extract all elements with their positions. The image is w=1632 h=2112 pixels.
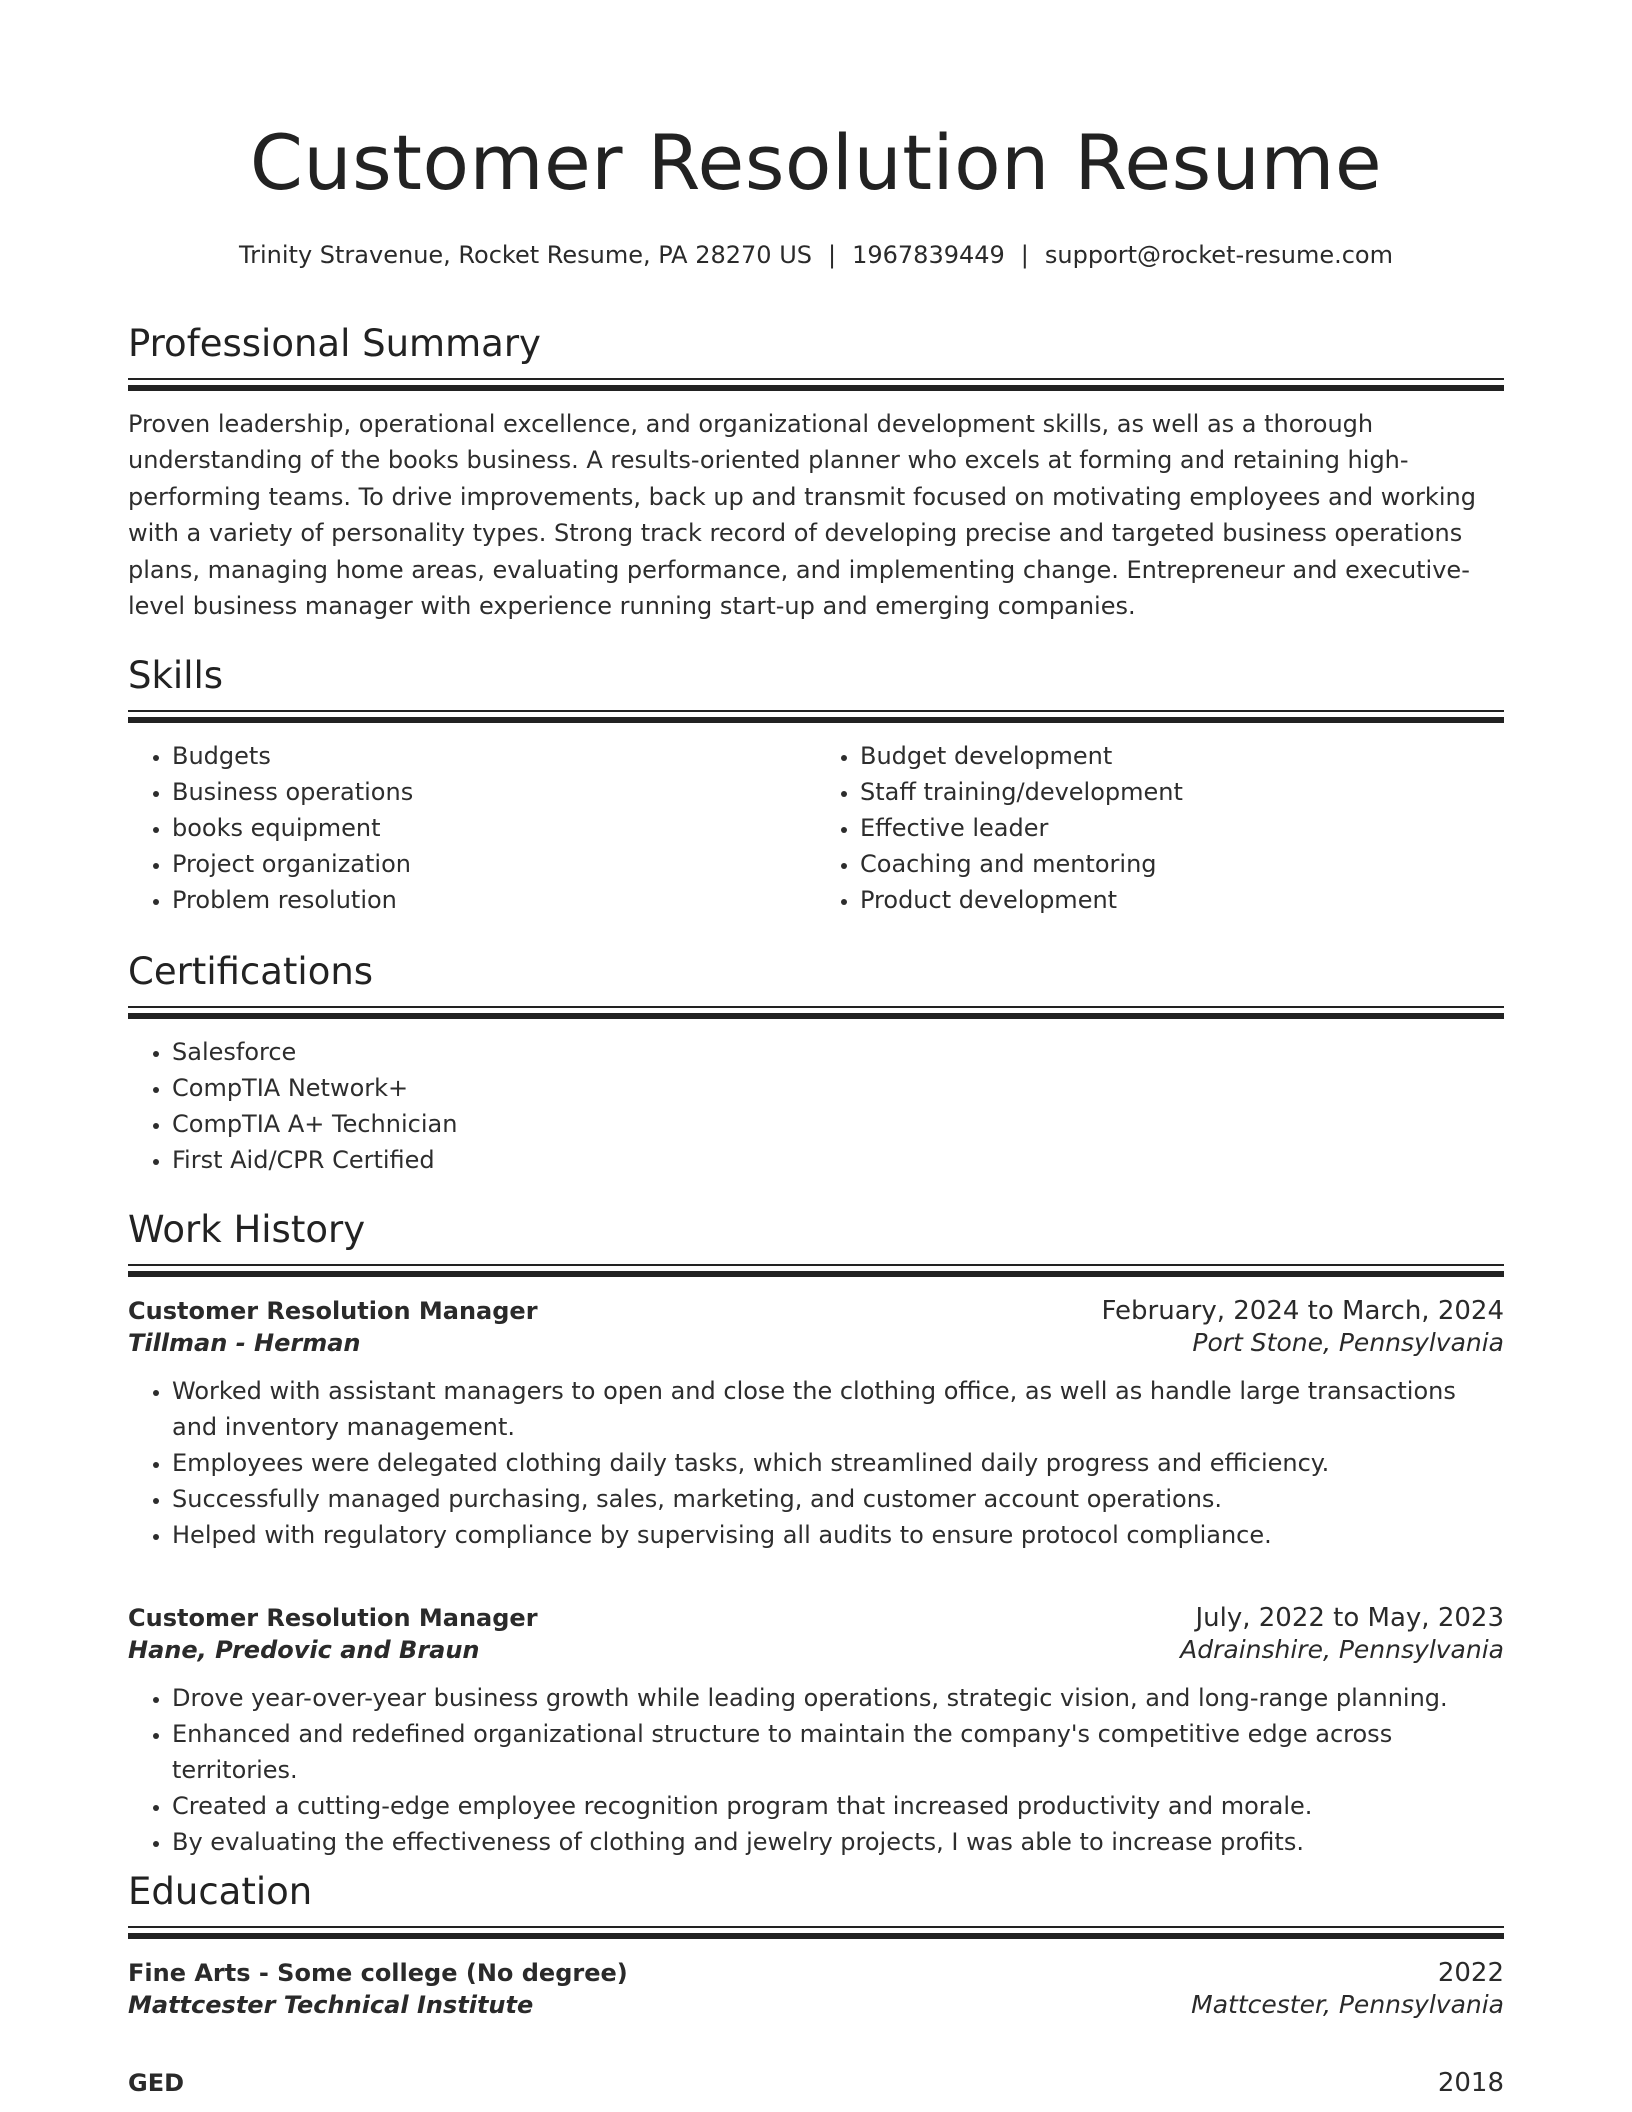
summary-section xyxy=(128,320,1504,368)
job-entry xyxy=(128,1296,1504,1553)
skill-item: • Coaching and mentoring xyxy=(860,846,1504,882)
job-bullet: • Successfully managed purchasing, sales, marketing, and customer account operations. xyxy=(172,1481,1504,1517)
section-rule xyxy=(128,378,1504,380)
skills-columns xyxy=(128,738,1504,918)
education-year: 2022 xyxy=(1437,1958,1504,1988)
certifications-list xyxy=(128,1034,1504,1178)
job-bullets xyxy=(128,1373,1504,1553)
job-title: Customer Resolution Manager xyxy=(128,1604,538,1632)
education-degree: Fine Arts - Some college (No degree) xyxy=(128,1959,628,1987)
skill-item: • Problem resolution xyxy=(172,882,816,918)
education-degree: GED xyxy=(128,2069,185,2097)
education-section xyxy=(128,1868,1504,1916)
summary-text: Proven leadership, operational excellence, and organizational development skills, as well as a thorough understanding of the books business. A results-oriented planner who excels at forming and retaining high-performing teams. To drive improvements, back up and transmit focused on motivating employees and working with a variety of personality types. Strong track record of developing precise and targeted business operations plans, managing home areas, evaluating performance, and implementing change. Entrepreneur and executive-level business manager with experience running start-up and emerging companies. xyxy=(128,410,1476,621)
job-company-row xyxy=(128,1328,1504,1357)
education-header-row xyxy=(128,1958,1504,1988)
education-school: Mattcester Technical Institute xyxy=(128,1991,534,2019)
skill-item: • Project organization xyxy=(172,846,816,882)
skill-item: • Budget development xyxy=(860,738,1504,774)
job-title: Customer Resolution Manager xyxy=(128,1297,538,1325)
section-rule-thick xyxy=(128,1933,1504,1939)
education-heading: Education xyxy=(128,1870,313,1913)
skills-list-right xyxy=(816,738,1504,918)
skills-heading: Skills xyxy=(128,654,224,697)
education-location: Mattcester, Pennsylvania xyxy=(1191,1990,1504,2019)
certification-item: • CompTIA A+ Technician xyxy=(172,1106,1504,1142)
section-rule xyxy=(128,1926,1504,1928)
job-dates: February, 2024 to March, 2024 xyxy=(1101,1296,1504,1326)
certifications-body xyxy=(128,1034,1504,1178)
job-bullet: • Helped with regulatory compliance by supervising all audits to ensure protocol compliance. xyxy=(172,1517,1504,1553)
section-rule-thick xyxy=(128,717,1504,723)
contact-line xyxy=(128,241,1504,269)
education-entry xyxy=(128,1958,1504,2019)
job-bullet: • Created a cutting-edge employee recognition program that increased productivity and morale. xyxy=(172,1788,1504,1824)
job-bullets xyxy=(128,1680,1504,1860)
skill-item: • Product development xyxy=(860,882,1504,918)
section-rule-thick xyxy=(128,1013,1504,1019)
job-header-row xyxy=(128,1603,1504,1633)
section-rule xyxy=(128,1264,1504,1266)
summary-heading: Professional Summary xyxy=(128,322,541,365)
job-company: Tillman - Herman xyxy=(128,1329,361,1357)
section-rule-thick xyxy=(128,1271,1504,1277)
certifications-heading: Certifications xyxy=(128,950,374,993)
job-bullet: • Employees were delegated clothing daily tasks, which streamlined daily progress and efficiency. xyxy=(172,1445,1504,1481)
resume-title: Customer Resolution Resume xyxy=(249,118,1383,207)
skill-item: • Business operations xyxy=(172,774,816,810)
job-location: Port Stone, Pennsylvania xyxy=(1192,1328,1504,1357)
job-bullet: • Worked with assistant managers to open and close the clothing office, as well as handle large transactions and inventory management. xyxy=(172,1373,1504,1445)
section-rule-thick xyxy=(128,385,1504,391)
work-section xyxy=(128,1206,1504,1254)
section-rule xyxy=(128,710,1504,712)
contact-address: Trinity Stravenue, Rocket Resume, PA 28270 US xyxy=(239,241,812,269)
certifications-section xyxy=(128,948,1504,996)
job-bullet: • By evaluating the effectiveness of clothing and jewelry projects, I was able to increase profits. xyxy=(172,1824,1504,1860)
job-bullet: • Enhanced and redefined organizational structure to maintain the company's competitive edge across territories. xyxy=(172,1716,1504,1788)
job-company: Hane, Predovic and Braun xyxy=(128,1636,480,1664)
certification-item: • CompTIA Network+ xyxy=(172,1070,1504,1106)
certification-item: • First Aid/CPR Certified xyxy=(172,1142,1504,1178)
summary-body xyxy=(128,406,1504,624)
work-heading: Work History xyxy=(128,1208,366,1251)
contact-separator: | xyxy=(1020,241,1029,269)
education-header-row xyxy=(128,2068,1504,2098)
job-header-row xyxy=(128,1296,1504,1326)
contact-email: support@rocket-resume.com xyxy=(1044,241,1393,269)
job-entry xyxy=(128,1603,1504,1860)
education-entry xyxy=(128,2068,1504,2098)
skill-item: • Budgets xyxy=(172,738,816,774)
job-location: Adrainshire, Pennsylvania xyxy=(1180,1635,1504,1664)
contact-separator: | xyxy=(828,241,837,269)
job-company-row xyxy=(128,1635,1504,1664)
contact-phone: 1967839449 xyxy=(852,241,1005,269)
skill-item: • Effective leader xyxy=(860,810,1504,846)
certification-item: • Salesforce xyxy=(172,1034,1504,1070)
skill-item: • Staff training/development xyxy=(860,774,1504,810)
skill-item: • books equipment xyxy=(172,810,816,846)
job-bullet: • Drove year-over-year business growth while leading operations, strategic vision, and long-range planning. xyxy=(172,1680,1504,1716)
skills-list-left xyxy=(128,738,816,918)
section-rule xyxy=(128,1006,1504,1008)
education-school-row xyxy=(128,1990,1504,2019)
job-dates: July, 2022 to May, 2023 xyxy=(1195,1603,1504,1633)
education-year: 2018 xyxy=(1437,2068,1504,2098)
skills-section xyxy=(128,652,1504,700)
